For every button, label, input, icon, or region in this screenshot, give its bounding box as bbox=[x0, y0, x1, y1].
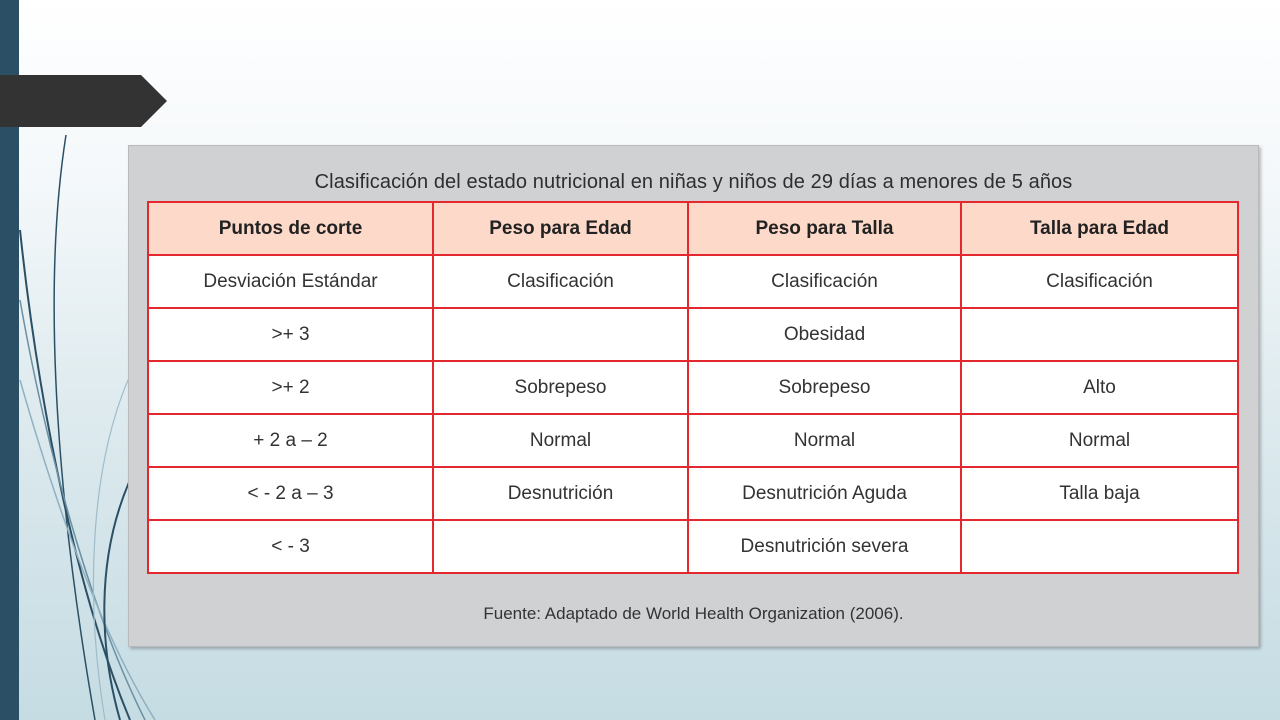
table-caption: Clasificación del estado nutricional en niñas y niños de 29 días a menores de 5 años bbox=[314, 171, 1073, 193]
table-card bbox=[128, 145, 1259, 647]
title-tab-shape bbox=[0, 75, 167, 127]
nutrition-table bbox=[147, 201, 1239, 574]
table-source-note: Fuente: Adaptado de World Health Organization (2006). bbox=[483, 604, 904, 623]
table-cell bbox=[433, 308, 688, 361]
table-cell bbox=[433, 520, 688, 573]
table-row bbox=[148, 467, 1238, 520]
table-cell: Clasificación bbox=[433, 255, 688, 308]
table-cell: Desnutrición bbox=[433, 467, 688, 520]
table-cell: Obesidad bbox=[688, 308, 961, 361]
table-cell: Desnutrición severa bbox=[688, 520, 961, 573]
header-cell: Peso para Edad bbox=[433, 202, 688, 255]
table-cell: < - 3 bbox=[148, 520, 433, 573]
table-row bbox=[148, 361, 1238, 414]
table-cell: Clasificación bbox=[688, 255, 961, 308]
table-cell: Sobrepeso bbox=[433, 361, 688, 414]
table-row bbox=[148, 414, 1238, 467]
header-cell: Peso para Talla bbox=[688, 202, 961, 255]
table-cell bbox=[961, 308, 1238, 361]
table-cell: Normal bbox=[961, 414, 1238, 467]
table-cell: Clasificación bbox=[961, 255, 1238, 308]
table-header-row bbox=[148, 202, 1238, 255]
header-cell: Talla para Edad bbox=[961, 202, 1238, 255]
table-cell: Sobrepeso bbox=[688, 361, 961, 414]
table-cell: < - 2 a – 3 bbox=[148, 467, 433, 520]
table-cell: Talla baja bbox=[961, 467, 1238, 520]
table-cell: >+ 3 bbox=[148, 308, 433, 361]
table-row bbox=[148, 308, 1238, 361]
table-cell bbox=[961, 520, 1238, 573]
table-cell: Desviación Estándar bbox=[148, 255, 433, 308]
table-cell: Normal bbox=[688, 414, 961, 467]
table-cell: Alto bbox=[961, 361, 1238, 414]
table-cell: + 2 a – 2 bbox=[148, 414, 433, 467]
table-cell: >+ 2 bbox=[148, 361, 433, 414]
header-cell: Puntos de corte bbox=[148, 202, 433, 255]
table-row bbox=[148, 255, 1238, 308]
table-row bbox=[148, 520, 1238, 573]
table-cell: Normal bbox=[433, 414, 688, 467]
table-cell: Desnutrición Aguda bbox=[688, 467, 961, 520]
